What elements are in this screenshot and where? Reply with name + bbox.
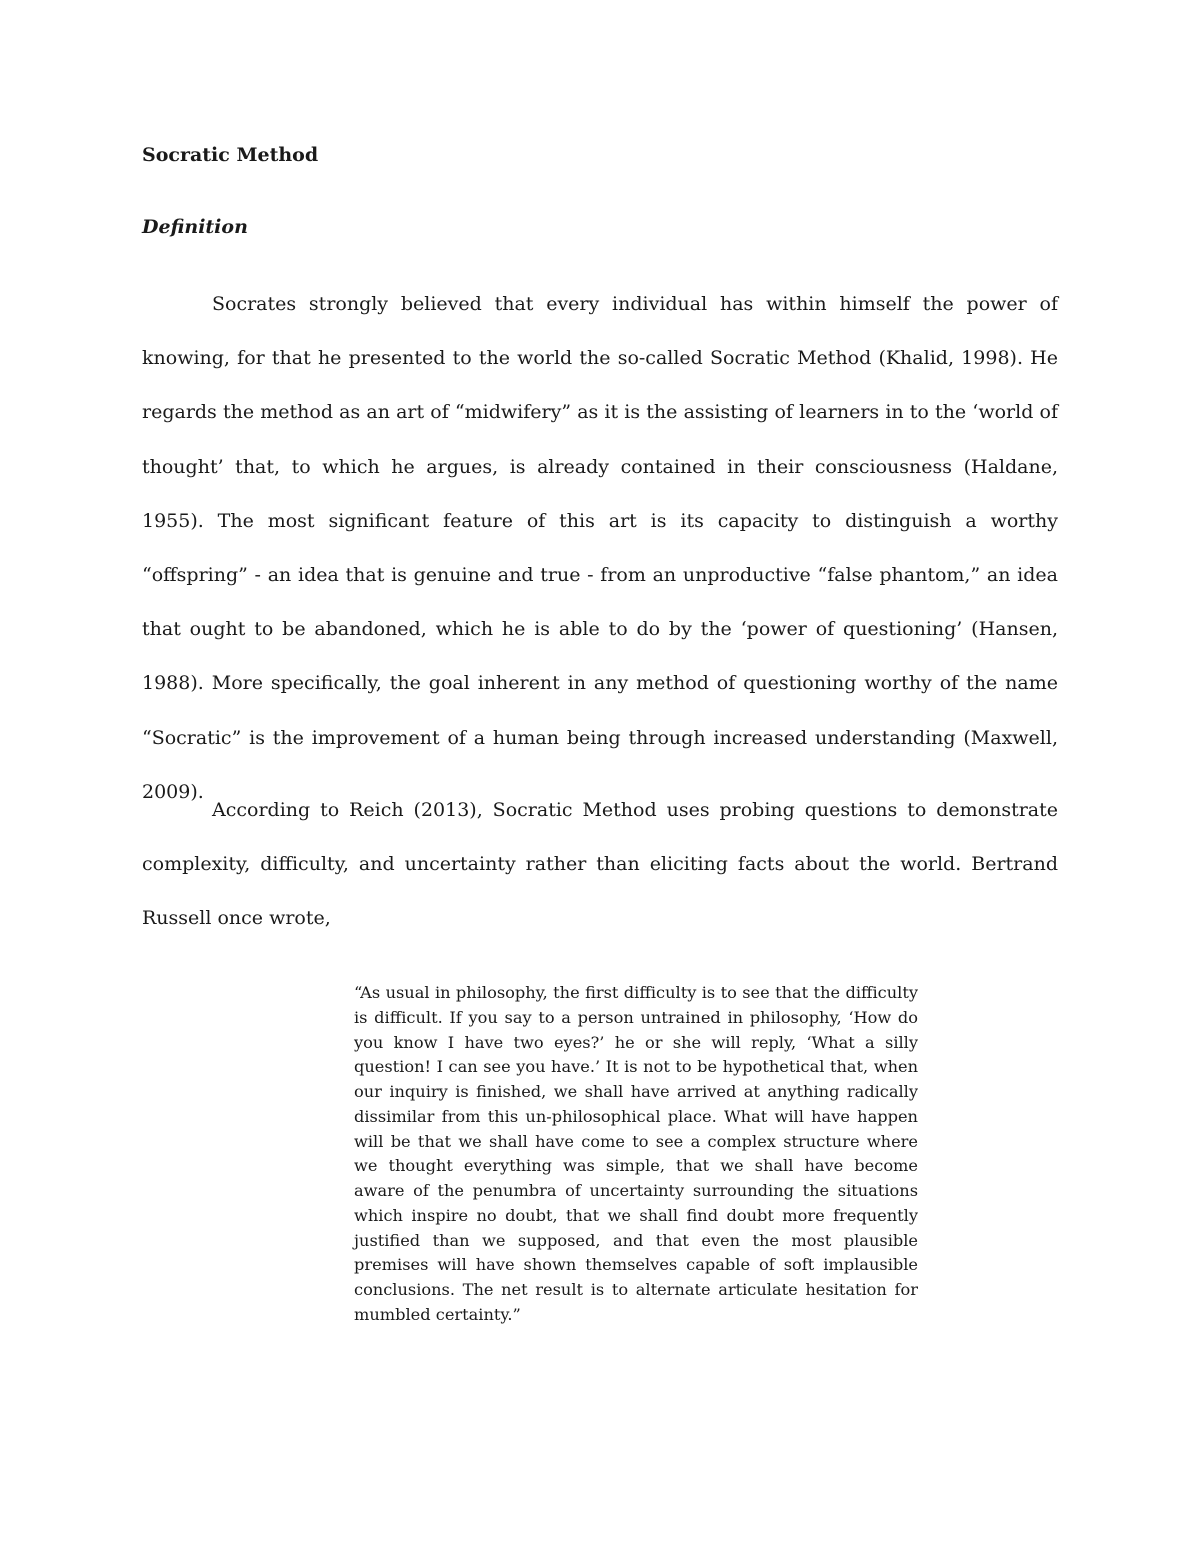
russell-block-quote: “As usual in philosophy, the first difficulty is to see that the difficulty is difficult. If you say to a person untrained in philosophy, ‘How do you know I have two eyes?’ he or she will reply, ‘What a silly question! I can see you have.’ It is not to be hypothetical that, when our inquiry is finished, we shall have arrived at anything radically dissimilar from this un-philosophical place. What will have happen will be that we shall have come to see a complex structure where we thought everything was simple, that we shall have become aware of the penumbra of uncertainty surrounding the situations which inspire no doubt, that we shall find doubt more frequently justified than we supposed, and that even the most plausible premises will have shown themselves capable of soft implausible conclusions. The net result is to alternate articulate hesitation for mumbled certainty.” bbox=[354, 983, 918, 1324]
paragraph-reich: According to Reich (2013), Socratic Method uses probing questions to demonstrate complexity, difficulty, and uncertainty rather than eliciting facts about the world. Bertrand Russell once wrote, bbox=[142, 799, 1058, 930]
document-title: Socratic Method bbox=[142, 144, 319, 166]
paragraph-definition: Socrates strongly believed that every individual has within himself the power of knowing, for that he presented to the world the so-called Socratic Method (Khalid, 1998). He regards the method as an art of “midwifery” as it is the assisting of learners in to the ‘world of thought’ that, to which he argues, is already contained in their consciousness (Haldane, 1955). The most significant feature of this art is its capacity to distinguish a worthy “offspring” - an idea that is genuine and true - from an unproductive “false phantom,” an idea that ought to be abandoned, which he is able to do by the ‘power of questioning’ (Hansen, 1988). More specifically, the goal inherent in any method of questioning worthy of the name “Socratic” is the improvement of a human being through increased understanding (Maxwell, 2009). bbox=[142, 293, 1058, 803]
section-heading: Definition bbox=[142, 216, 248, 238]
